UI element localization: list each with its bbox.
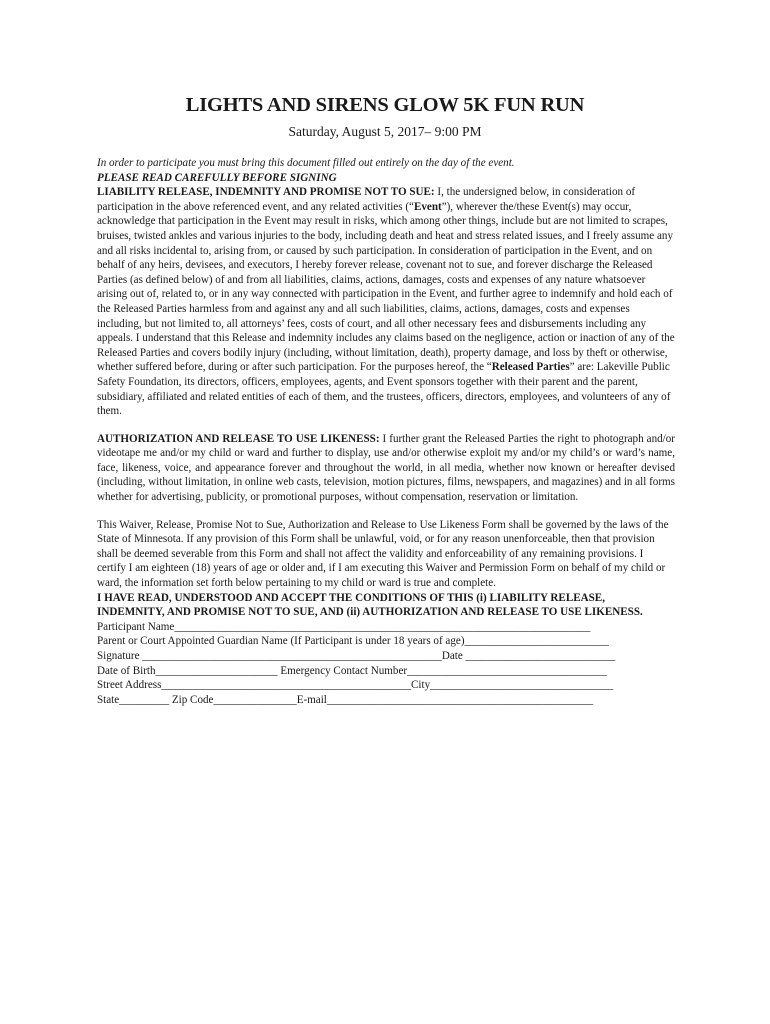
liability-release-paragraph — [97, 185, 675, 419]
liability-heading: LIABILITY RELEASE, INDEMNITY AND PROMISE NOT TO SUE: — [97, 186, 435, 199]
liability-text-2: ”), wherever the/these Event(s) may occur, acknowledge that participation in the Event may result in risks, which among other things, include but are not limited to scrapes, bruises, twisted ankles and various injuries to the body, including death and heat and stress related issues, and I freely assume any and all risks incidental to, arising from, or caused by such participation. In consideration of participation in the Event, and on behalf of any heirs, devisees, and executors, I hereby forever release, covenant not to sue, and forever discharge the Released Parties (as defined below) of and from all liabilities, claims, actions, damages, costs and expenses of any nature whatsoever arising out of, related to, or in any way connected with participation in the Event, and further agree to indemnify and hold each of the Released Parties harmless from and against any and all such liabilities, claims, actions, damages, costs and expenses including, but not limited to, all attorneys’ fees, costs of court, and all other necessary fees and disbursements including any appeals. I understand that this Release and indemnity includes any claims based on the negligence, action or inaction of any of the Released Parties and covers bodily injury (including, without limitation, death), property damage, and loss by theft or otherwise, whether suffered before, during or after such participation. For the purposes hereof, the “ — [97, 200, 675, 374]
document-body — [97, 156, 675, 707]
participant-name-field[interactable]: Participant Name___________________________________________________________________________ — [97, 620, 591, 633]
participant-form-fields — [97, 620, 675, 708]
signature-date-row — [97, 649, 675, 664]
event-date-time: Saturday, August 5, 2017– 9:00 PM — [288, 124, 482, 139]
date-field[interactable]: Date ___________________________ — [441, 650, 616, 662]
zip-code-field[interactable]: Zip Code_______________ — [169, 693, 297, 706]
guardian-name-field[interactable]: Parent or Court Appointed Guardian Name (If Participant is under 18 years of age)__________________________ — [97, 635, 609, 648]
intro-instruction: In order to participate you must bring this document filled out entirely on the day of the event. — [97, 157, 515, 169]
event-term: Event — [413, 200, 442, 213]
dob-emergency-row — [97, 664, 675, 679]
street-address-field[interactable]: Street Address_____________________________________________ — [97, 679, 412, 692]
liability-text-3: ” are: Lakeville Public Safety Foundation, its directors, officers, employees, agents, and Event sponsors together with their parent and the parent, subsidiary, affiliated and related entities of each of them, and the trustees, officers, directors, employees, and volunteers of any of them. — [97, 361, 671, 418]
city-field[interactable]: City_________________________________ — [411, 679, 614, 692]
email-field[interactable]: E-mail________________________________________________ — [296, 693, 594, 706]
state-zip-email-row — [97, 693, 675, 708]
emergency-contact-field[interactable]: Emergency Contact Number____________________________________ — [277, 664, 607, 677]
authorization-text: I further grant the Released Parties the right to photograph and/or videotape me and/or my child or ward and further to display, use and/or otherwise exploit my and/or my child’s or ward’s name, face, likeness, voice, and appearance forever and throughout the world, in all media, whether now known or hereafter devised (including, without limitation, in online web casts, television, motion pictures, films, newspapers, and magazines) and in all forms whether for advertising, publicity, or promotional purposes, without compensation, reservation or limitation. — [97, 432, 675, 504]
acknowledgement-statement: I HAVE READ, UNDERSTOOD AND ACCEPT THE CONDITIONS OF THIS (i) LIABILITY RELEASE, INDEMNITY, AND PROMISE NOT TO SUE, AND (ii) AUTHORIZATION AND RELEASE TO USE LIKENESS. — [97, 591, 643, 619]
liability-text-1: I, the undersigned below, in consideration of participation in the above referenced event, and any related activities (“ — [97, 186, 636, 213]
signature-field[interactable]: Signature ______________________________________________________ — [97, 650, 442, 662]
governing-law-paragraph: This Waiver, Release, Promise Not to Sue, Authorization and Release to Use Likeness Form shall be governed by the laws of the State of Minnesota. If any provision of this Form shall be unlawful, void, or for any reason unenforceable, then that provision shall be deemed severable from this Form and shall not affect the validity and enforceability of any remaining provisions. I certify I am eighteen (18) years of age or older and, if I am executing this Waiver and Permission Form on behalf of my child or ward, the information set forth below pertaining to my child or ward is true and complete. — [97, 518, 669, 590]
state-field[interactable]: State_________ — [97, 693, 170, 706]
authorization-paragraph — [97, 432, 675, 505]
document-title: LIGHTS AND SIRENS GLOW 5K FUN RUN — [185, 94, 585, 116]
please-read-notice: PLEASE READ CAREFULLY BEFORE SIGNING — [97, 171, 337, 184]
released-parties-term: Released Parties — [491, 361, 570, 374]
address-row — [97, 678, 675, 693]
authorization-heading: AUTHORIZATION AND RELEASE TO USE LIKENESS: — [97, 432, 380, 445]
date-of-birth-field[interactable]: Date of Birth______________________ — [97, 664, 278, 677]
